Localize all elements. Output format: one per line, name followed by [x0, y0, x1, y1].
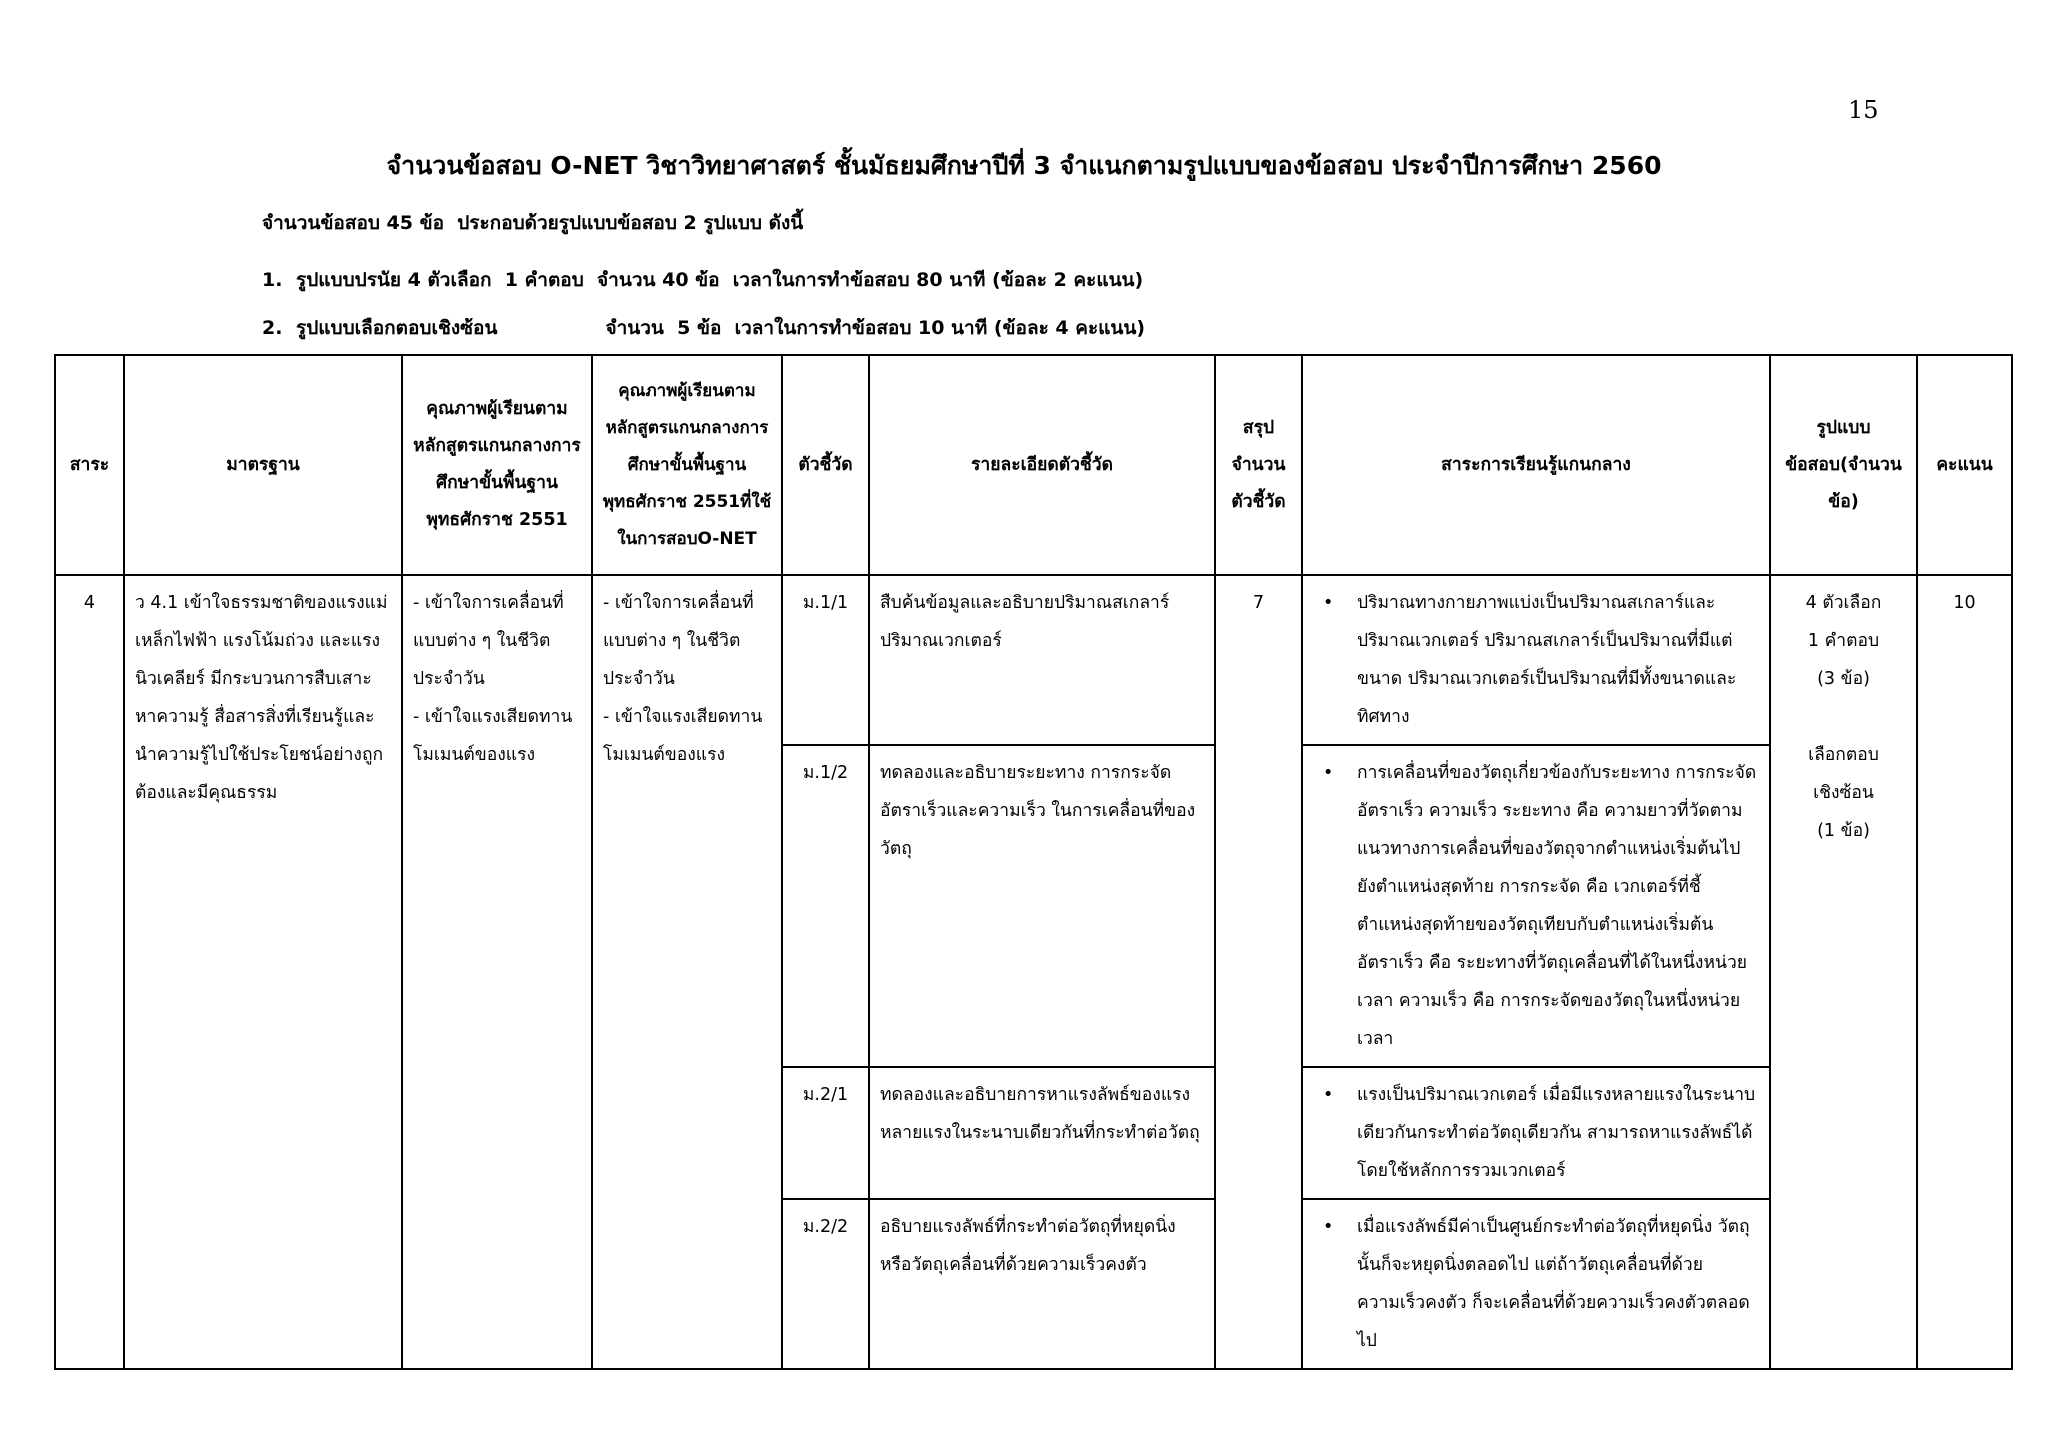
- page-number: 15: [1848, 96, 1879, 124]
- intro-item-name: รูปแบบเลือกตอบเชิงซ้อน: [296, 317, 498, 339]
- cell-indicator-detail: ทดลองและอธิบายระยะทาง การกระจัด อัตราเร็วและความเร็ว ในการเคลื่อนที่ของวัตถุ: [869, 745, 1215, 1067]
- format-complex: เลือกตอบเชิงซ้อน: [1808, 745, 1879, 803]
- intro-summary: จำนวนข้อสอบ 45 ข้อ ประกอบด้วยรูปแบบข้อสอบ 2 รูปแบบ ดังนี้: [262, 212, 804, 234]
- format-choice-count: (3 ข้อ): [1817, 669, 1870, 689]
- header-standard: มาตรฐาน: [124, 355, 402, 575]
- cell-indicator: ม.1/1: [782, 575, 869, 745]
- cell-standard: ว 4.1 เข้าใจธรรมชาติของแรงแม่เหล็กไฟฟ้า แรงโน้มถ่วง และแรงนิวเคลียร์ มีกระบวนการสืบเสาะหาความรู้ สื่อสารสิ่งที่เรียนรู้และนำความรู้ไปใช้ประโยชน์อย่างถูกต้องและมีคุณธรรม: [124, 575, 402, 1369]
- header-quality-2551: คุณภาพผู้เรียนตามหลักสูตรแกนกลางการศึกษาขั้นพื้นฐานพุทธศักราช 2551: [402, 355, 592, 575]
- cell-indicator: ม.1/2: [782, 745, 869, 1067]
- intro-item-detail: จำนวน 40 ข้อ เวลาในการทำข้อสอบ 80 นาที (ข้อละ 2 คะแนน): [597, 269, 1144, 291]
- cell-core-content: [1302, 1199, 1770, 1369]
- cell-indicator-detail: ทดลองและอธิบายการหาแรงลัพธ์ของแรงหลายแรงในระนาบเดียวกันที่กระทำต่อวัตถุ: [869, 1067, 1215, 1199]
- header-indicator: ตัวชี้วัด: [782, 355, 869, 575]
- intro-item-name: รูปแบบปรนัย 4 ตัวเลือก 1 คำตอบ: [296, 269, 584, 291]
- intro-item-2: [262, 313, 1145, 343]
- intro-item-number: 2.: [262, 317, 283, 339]
- header-strand: สาระ: [55, 355, 124, 575]
- intro-item-number: 1.: [262, 269, 283, 291]
- quality-item: - เข้าใจการเคลื่อนที่แบบต่าง ๆ ในชีวิตประจำวัน: [413, 593, 564, 689]
- format-answer: 1 คำตอบ: [1807, 631, 1880, 651]
- cell-item-format: [1770, 575, 1917, 1369]
- document-title: จำนวนข้อสอบ O-NET วิชาวิทยาศาสตร์ ชั้นมัธยมศึกษาปีที่ 3 จำแนกตามรูปแบบของข้อสอบ ประจำปีการศึกษา 2560: [386, 151, 1662, 180]
- quality-item: - เข้าใจการเคลื่อนที่แบบต่าง ๆ ในชีวิตประจำวัน: [603, 593, 754, 689]
- cell-quality-2551: [402, 575, 592, 1369]
- exam-blueprint-table: [54, 354, 2013, 1370]
- header-item-format: รูปแบบข้อสอบ(จำนวนข้อ): [1770, 355, 1917, 575]
- intro-item-1: [262, 265, 1143, 295]
- cell-score: 10: [1917, 575, 2012, 1369]
- header-core-content: สาระการเรียนรู้แกนกลาง: [1302, 355, 1770, 575]
- content-bullet: • การเคลื่อนที่ของวัตถุเกี่ยวข้องกับระยะทาง การกระจัด อัตราเร็ว ความเร็ว ระยะทาง คือ ความยาวที่วัดตามแนวทางการเคลื่อนที่ของวัตถุจากตำแหน่งเริ่มต้นไปยังตำแหน่งสุดท้าย การกระจัด คือ เวกเตอร์ที่ชี้ตำแหน่งสุดท้ายของวัตถุเทียบกับตำแหน่งเริ่มต้น อัตราเร็ว คือ ระยะทางที่วัตถุเคลื่อนที่ได้ในหนึ่งหน่วยเวลา ความเร็ว คือ การกระจัดของวัตถุในหนึ่งหน่วยเวลา: [1357, 754, 1759, 1058]
- format-choice: 4 ตัวเลือก: [1805, 593, 1882, 613]
- header-indicator-detail: รายละเอียดตัวชี้วัด: [869, 355, 1215, 575]
- content-bullet: • เมื่อแรงลัพธ์มีค่าเป็นศูนย์กระทำต่อวัตถุที่หยุดนิ่ง วัตถุนั้นก็จะหยุดนิ่งตลอดไป แต่ถ้าวัตถุเคลื่อนที่ด้วยความเร็วคงตัว ก็จะเคลื่อนที่ด้วยความเร็วคงตัวตลอดไป: [1357, 1208, 1759, 1360]
- cell-core-content: [1302, 1067, 1770, 1199]
- cell-indicator-detail: อธิบายแรงลัพธ์ที่กระทำต่อวัตถุที่หยุดนิ่งหรือวัตถุเคลื่อนที่ด้วยความเร็วคงตัว: [869, 1199, 1215, 1369]
- quality-item: - เข้าใจแรงเสียดทานโมเมนต์ของแรง: [603, 707, 763, 765]
- table-header-row: [55, 355, 2012, 575]
- quality-item: - เข้าใจแรงเสียดทานโมเมนต์ของแรง: [413, 707, 573, 765]
- header-quality-onet: คุณภาพผู้เรียนตามหลักสูตรแกนกลางการศึกษาขั้นพื้นฐานพุทธศักราช 2551ที่ใช้ในการสอบO-NET: [592, 355, 782, 575]
- cell-core-content: [1302, 745, 1770, 1067]
- cell-core-content: [1302, 575, 1770, 745]
- header-score: คะแนน: [1917, 355, 2012, 575]
- cell-indicator-count: 7: [1215, 575, 1302, 1369]
- cell-strand: 4: [55, 575, 124, 1369]
- content-bullet: • ปริมาณทางกายภาพแบ่งเป็นปริมาณสเกลาร์และปริมาณเวกเตอร์ ปริมาณสเกลาร์เป็นปริมาณที่มีแต่ขนาด ปริมาณเวกเตอร์เป็นปริมาณที่มีทั้งขนาดและทิศทาง: [1357, 584, 1759, 736]
- cell-indicator: ม.2/2: [782, 1199, 869, 1369]
- cell-indicator: ม.2/1: [782, 1067, 869, 1199]
- cell-quality-onet: [592, 575, 782, 1369]
- cell-indicator-detail: สืบค้นข้อมูลและอธิบายปริมาณสเกลาร์ ปริมาณเวกเตอร์: [869, 575, 1215, 745]
- header-indicator-count: สรุปจำนวนตัวชี้วัด: [1215, 355, 1302, 575]
- content-bullet: • แรงเป็นปริมาณเวกเตอร์ เมื่อมีแรงหลายแรงในระนาบเดียวกันกระทำต่อวัตถุเดียวกัน สามารถหาแรงลัพธ์ได้โดยใช้หลักการรวมเวกเตอร์: [1357, 1076, 1759, 1190]
- table-row: [55, 575, 2012, 745]
- format-complex-count: (1 ข้อ): [1817, 821, 1870, 841]
- intro-item-detail: จำนวน 5 ข้อ เวลาในการทำข้อสอบ 10 นาที (ข้อละ 4 คะแนน): [605, 317, 1146, 339]
